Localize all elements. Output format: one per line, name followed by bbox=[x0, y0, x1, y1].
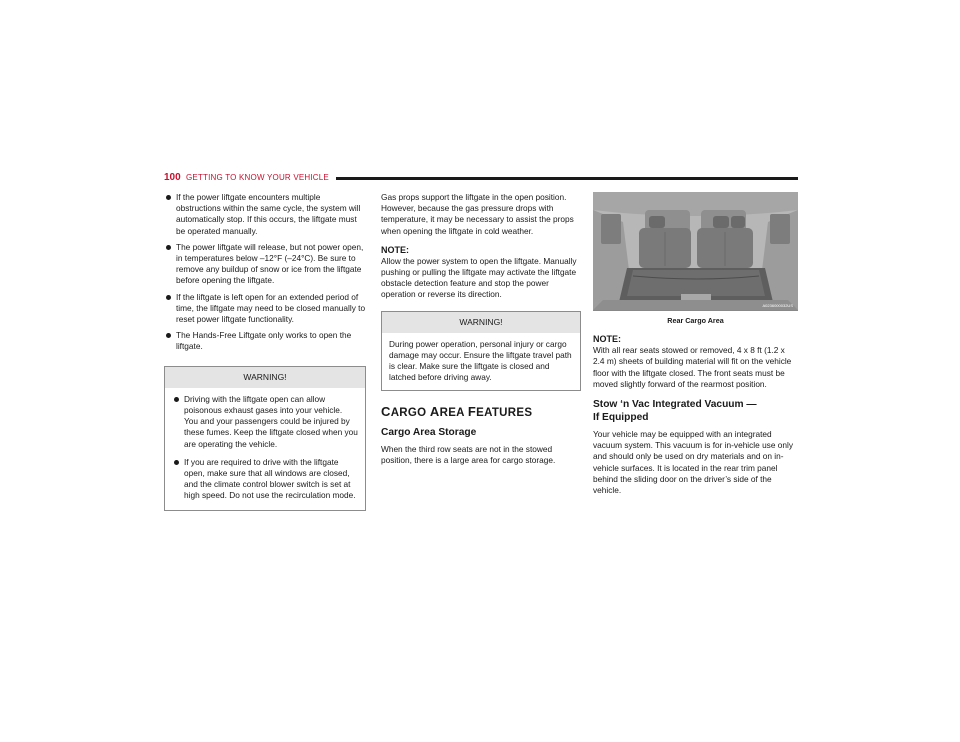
list-item: The power liftgate will release, but not power open, in temperatures below –12°F (–24°C). Be sure to remove any buildup of snow or ice from the liftgate before opening the liftgate. bbox=[164, 242, 366, 287]
image-code: A0236000032US bbox=[762, 303, 793, 308]
column-1 bbox=[164, 192, 366, 511]
column-2 bbox=[381, 192, 581, 474]
note-label: NOTE: bbox=[593, 334, 621, 345]
rear-cargo-area-image bbox=[593, 192, 798, 311]
stow-n-vac-heading: Stow ‘n Vac Integrated Vacuum — If Equipped bbox=[593, 399, 757, 424]
column-3 bbox=[593, 192, 798, 504]
page-number: 100 bbox=[164, 172, 181, 183]
warning-title: WARNING! bbox=[165, 367, 365, 388]
warning-box-exhaust bbox=[164, 366, 366, 511]
liftgate-bullet-list bbox=[164, 192, 366, 353]
warning-item: Driving with the liftgate open can allow poisonous exhaust gases into your vehicle. You and your passengers could be injured by these fumes. Keep the liftgate closed when you are operating the vehicle. bbox=[172, 394, 358, 450]
cargo-area-storage-heading: Cargo Area Storage bbox=[381, 426, 477, 438]
cargo-storage-text: When the third row seats are not in the stowed position, there is a large area for cargo storage. bbox=[381, 443, 556, 465]
list-item: If the power liftgate encounters multiple obstructions within the same cycle, the system will automatically stop. If this occurs, the liftgate must be operated manually. bbox=[164, 192, 366, 237]
image-caption: Rear Cargo Area bbox=[667, 316, 724, 325]
warning-body bbox=[165, 388, 365, 510]
note-text: Allow the power system to open the liftgate. Manually pushing or pulling the liftgate may activate the liftgate obstacle detection feature and stop the power operation or reverse its direction. bbox=[381, 255, 577, 300]
page-header bbox=[164, 172, 798, 186]
section-title: GETTING TO KNOW YOUR VEHICLE bbox=[186, 173, 329, 182]
vacuum-text: Your vehicle may be equipped with an integrated vacuum system. This vacuum is for in-vehicle use only and should only be used on dry materials and on in-vehicle surfaces. It is located in the rear trim panel behind the sliding door on the driver’s side of the vehicle. bbox=[593, 429, 793, 496]
cargo-area-features-heading: CARGO AREA FEATURES bbox=[381, 403, 533, 419]
warning-box-power-operation bbox=[381, 311, 581, 391]
warning-title: WARNING! bbox=[382, 312, 580, 333]
gas-props-paragraph: Gas props support the liftgate in the open position. However, because the gas pressure drops with temperature, it may be necessary to assist the props when opening the liftgate in cold weather. bbox=[381, 192, 574, 236]
list-item: The Hands-Free Liftgate only works to open the liftgate. bbox=[164, 330, 366, 352]
warning-body: During power operation, personal injury or cargo damage may occur. Ensure the liftgate travel path is clear. Make sure the liftgate is closed and latched before driving away. bbox=[389, 338, 572, 383]
note-label: NOTE: bbox=[381, 244, 409, 255]
note-text: With all rear seats stowed or removed, 4 x 8 ft (1.2 x 2.4 m) sheets of building material will fit on the vehicle floor with the liftgate closed. The front seats must be moved slightly forward of the rearmost position. bbox=[593, 345, 792, 389]
warning-item: If you are required to drive with the liftgate open, make sure that all windows are closed, and the climate control blower switch is set at high speed. Do not use the recirculation mode. bbox=[172, 457, 358, 502]
list-item: If the liftgate is left open for an extended period of time, the liftgate may need to be closed manually to reset power liftgate functionality. bbox=[164, 292, 366, 326]
header-divider bbox=[336, 177, 798, 180]
